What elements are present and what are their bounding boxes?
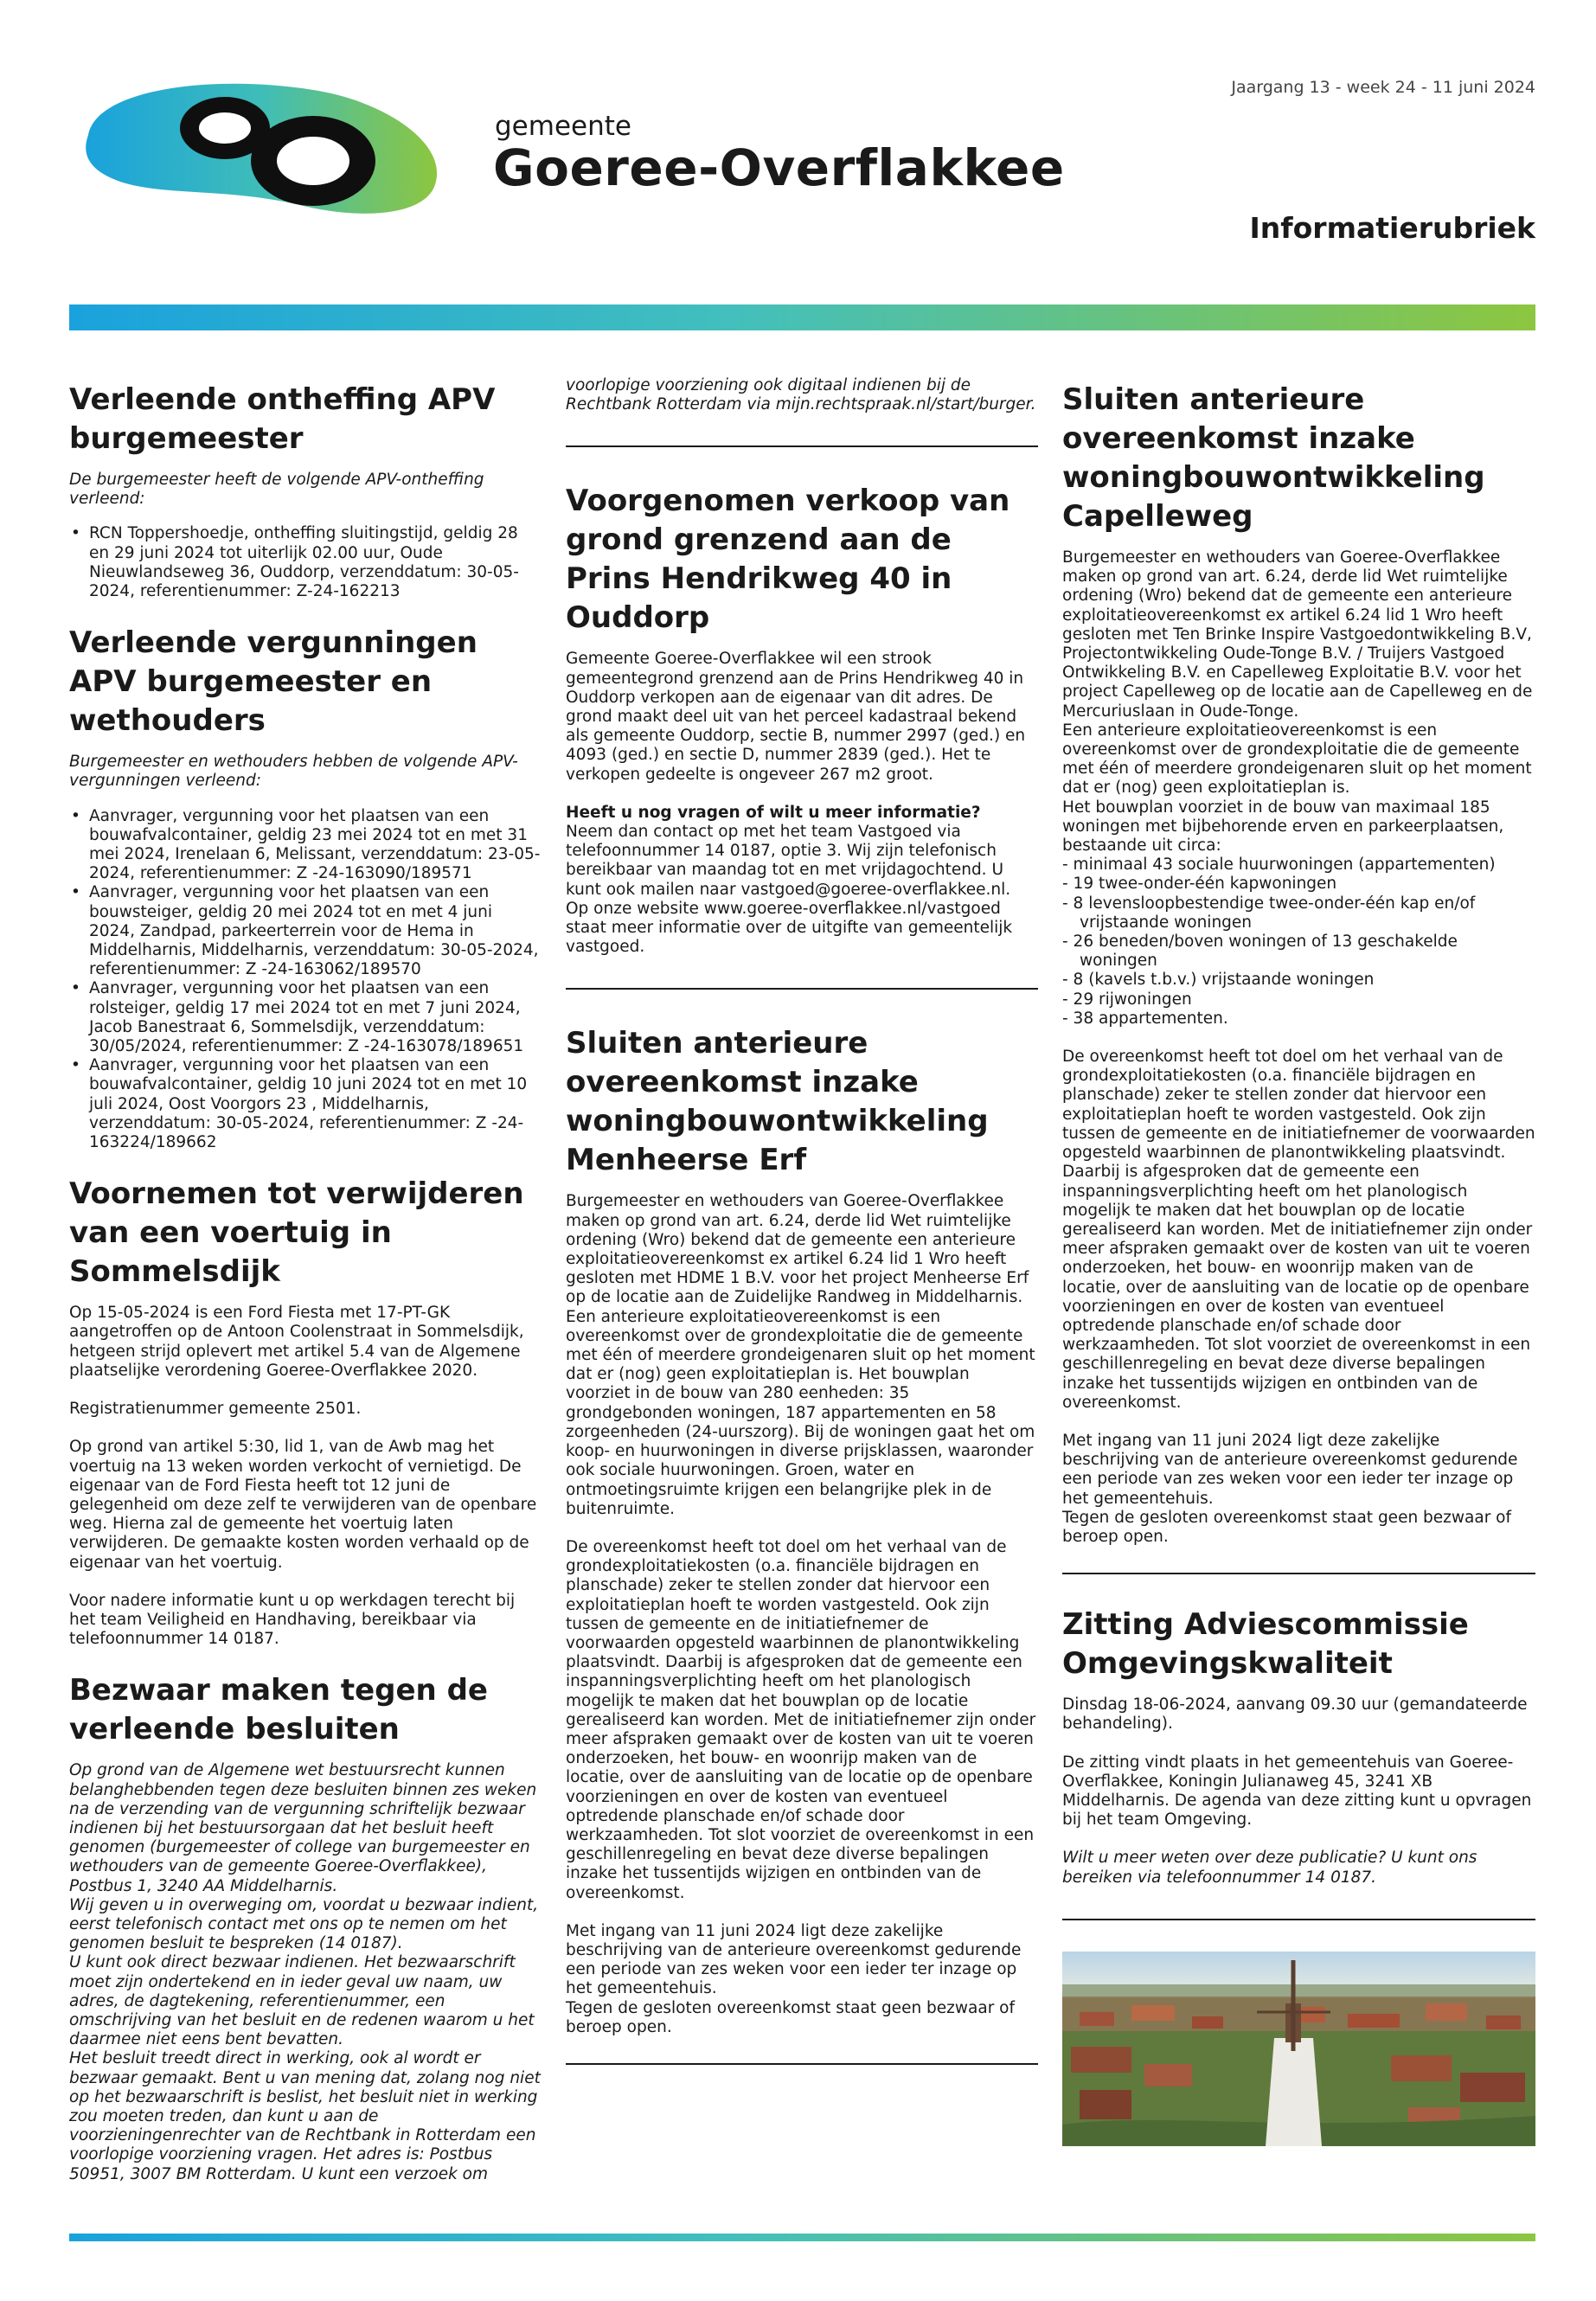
paragraph: Met ingang van 11 juni 2024 ligt deze zakelijke beschrijving van de anterieure overeenkomst gedurende een periode van zes weken voor een ieder ter inzage op het gemeentehuis. [1062, 1431, 1518, 1508]
paragraph: Op 15-05-2024 is een Ford Fiesta met 17-PT-GK aangetroffen op de Antoon Coolenstraat in Sommelsdijk, hetgeen strijd oplevert met artikel 5.4 van de Algemene plaatselijke verordening Goeree-Overflakkee 2020. [69, 1304, 524, 1380]
paragraph: Voor nadere informatie kunt u op werkdagen terecht bij het team Veiligheid en Handhaving, bereikbaar via telefoonnummer 14 0187. [69, 1591, 516, 1649]
paragraph: Wij geven u in overweging om, voordat u bezwaar indient, eerst telefonisch contact met ons op te nemen om het genomen besluit te bespreken (14 0187). [69, 1895, 539, 1953]
article-title-bezwaar: Bezwaar maken tegen de verleende besluiten [69, 1673, 488, 1747]
list-item: • Aanvrager, vergunning voor het plaatsen van een bouwafvalcontainer, geldig 10 juni 2024 tot en met 10 juli 2024, Oost Voorgors 23 , Middelharnis, verzenddatum: 30-05-2024, referentienummer: Z -24-163224/189662 [69, 1056, 541, 1152]
paragraph: Het bouwplan voorziet in de bouw van maximaal 185 woningen met bijbehorende erven en parkeerplaatsen, bestaande uit circa: [1062, 798, 1504, 856]
paragraph: Tegen de gesloten overeenkomst staat geen bezwaar of beroep open. [566, 1998, 1016, 2036]
list-item: - 38 appartementen. [1062, 1009, 1228, 1028]
section-divider [1062, 1919, 1535, 1920]
paragraph: Gemeente Goeree-Overflakkee wil een strook gemeentegrond grenzend aan de Prins Hendrikweg 40 in Ouddorp verkopen aan de eigenaar van dit adres. De grond maakt deel uit van het perceel kadastraal bekend als gemeente Ouddorp, sectie B, nummer 2997 (ged.) en 4093 (ged.) en sectie D, nummer 2839 (ged.). Het te verkopen gedeelte is ongeveer 267 m2 groot. [566, 650, 1026, 784]
section-divider [566, 988, 1038, 990]
paragraph-heading: Heeft u nog vragen of wilt u meer informatie? [566, 803, 981, 822]
column-2 [566, 376, 1038, 2065]
list-item: - minimaal 43 sociale huurwoningen (appartementen) [1062, 856, 1496, 875]
list-item: - 19 twee-onder-één kapwoningen [1062, 875, 1337, 894]
section-divider [566, 445, 1038, 447]
municipality-logo [71, 74, 452, 221]
paragraph: De zitting vindt plaats in het gemeentehuis van Goeree-Overflakkee, Koningin Julianaweg 45, 3241 XB Middelharnis. De agenda van deze zitting kunt u opvragen bij het team Omgeving. [1062, 1753, 1532, 1830]
paragraph: U kunt ook direct bezwaar indienen. Het bezwaarschrift moet zijn ondertekend en in ieder geval uw naam, uw adres, de dagtekening, referentienummer, een omschrijving van het besluit en de redenen waarom u het daarmee niet eens bent bevatten. [69, 1953, 535, 2049]
list-item: - 8 levensloopbestendige twee-onder-één kap en/of vrijstaande woningen [1062, 894, 1476, 932]
paragraph: Het besluit treedt direct in werking, ook al wordt er bezwaar gemaakt. Bent u van mening dat, zolang nog niet op het bezwaarschrift is beslist, het besluit niet in werking zou moeten treden, dan kunt u aan de voorzieningenrechter van de Rechtbank in Rotterdam een voorlopige voorziening vragen. Het adres is: Postbus 50951, 3007 BM Rotterdam. U kunt een verzoek om [69, 2049, 541, 2183]
paragraph: voorlopige voorziening ook digitaal indienen bij de Rechtbank Rotterdam via mijn.rechtspraak.nl/start/burger. [566, 376, 1036, 414]
paragraph: Een anterieure exploitatieovereenkomst is een overeenkomst over de grondexploitatie die de gemeente met één of meerdere grondeigenaren sluit op het moment dat er (nog) geen exploitatieplan is. Het bouwplan voorziet in de bouw van 280 eenheden: 35 grondgebonden woningen, 187 appartementen en 58 zorgeenheden (24-uurszorg). Bij de woningen gaat het om koop- en huurwoningen in diverse prijsklassen, waaronder ook sociale huurwoningen. Groen, water en ontmoetingsruimte krijgen een belangrijke plek in de buitenruimte. [566, 1307, 1035, 1518]
article-title-apv-vergunningen: Verleende vergunningen APV burgemeester en wethouders [69, 625, 478, 739]
paragraph: Dinsdag 18-06-2024, aanvang 09.30 uur (gemandateerde behandeling). [1062, 1695, 1528, 1734]
paragraph: Tegen de gesloten overeenkomst staat geen bezwaar of beroep open. [1062, 1508, 1512, 1546]
housing-list [1062, 856, 1535, 1029]
issue-info: Jaargang 13 - week 24 - 11 juni 2024 [1231, 78, 1535, 97]
list-item: - 26 beneden/boven woningen of 13 geschakelde woningen [1062, 933, 1458, 971]
paragraph: Met ingang van 11 juni 2024 ligt deze zakelijke beschrijving van de anterieure overeenkomst gedurende een periode van zes weken voor een ieder ter inzage op het gemeentehuis. [566, 1921, 1022, 1998]
article-title-apv-ontheffing: Verleende ontheffing APV burgemeester [69, 382, 496, 456]
paragraph: Registratienummer gemeente 2501. [69, 1400, 362, 1419]
brand-name: Goeree-Overflakkee [493, 138, 1065, 197]
article-intro: Burgemeester en wethouders hebben de volgende APV-vergunningen verleend: [69, 753, 518, 791]
list-item: • Aanvrager, vergunning voor het plaatsen van een rolsteiger, geldig 17 mei 2024 tot en met 7 juni 2024, Jacob Banestraat 6, Sommelsdijk, verzenddatum: 30/05/2024, referentienummer: Z -24-163078/189651 [69, 979, 541, 1056]
list-item: - 29 rijwoningen [1062, 990, 1192, 1009]
paragraph: Een anterieure exploitatieovereenkomst is een overeenkomst over de grondexploitatie die de gemeente met één of meerdere grondeigenaren sluit op het moment dat er (nog) geen exploitatieplan is. [1062, 721, 1532, 798]
brand-prefix: gemeente [495, 111, 631, 142]
paragraph: Burgemeester en wethouders van Goeree-Overflakkee maken op grond van art. 6.24, derde lid Wet ruimtelijke ordening (Wro) bekend dat de gemeente een anterieure exploitatieovereenkomst ex artikel 6.24 lid 1 Wro heeft gesloten met Ten Brinke Inspire Vastgoedontwikkeling B.V, Projectontwikkeling Oude-Tonge B.V. / Truijers Vastgoed Ontwikkeling B.V. en Capelleweg Exploitatie B.V. voor het project Capelleweg op de locatie aan de Capelleweg en de Mercuriuslaan in Oude-Tonge. [1062, 548, 1533, 721]
article-intro: De burgemeester heeft de volgende APV-ontheffing verleend: [69, 471, 484, 509]
paragraph: De overeenkomst heeft tot doel om het verhaal van de grondexploitatiekosten (o.a. financiële bijdragen en planschade) zeker te stellen zonder dat hiervoor een exploitatieplan hoeft te worden vastgesteld. Ook zijn tussen de gemeente en de initiatiefnemer de voorwaarden opgesteld waarbinnen de planontwikkeling plaatsvindt. Daarbij is afgesproken dat de gemeente een inspanningsverplichting heeft om het planologisch mogelijk te maken dat het bouwplan op de locatie gerealiseerd kan worden. Met de initiatiefnemer zijn onder meer afspraken gemaakt over de kosten van uit te voeren onderzoeken, het bouw- en woonrijp maken van de locatie, over de aansluiting van de locatie op de openbare voorzieningen en over de kosten van eventueel optredende planschade en/of schade door werkzaamheden. Tot slot voorziet de overeenkomst in een geschillenregeling en bevat deze diverse bepalingen inzake het tussentijds wijzigen en ontbinden van de overeenkomst. [566, 1537, 1036, 1902]
column-1 [69, 381, 541, 2184]
article-title-menheerse: Sluiten anterieure overeenkomst inzake woningbouwontwikkeling Menheerse Erf [566, 1026, 989, 1178]
list-item: - 8 (kavels t.b.v.) vrijstaande woningen [1062, 971, 1375, 990]
column-3 [1062, 381, 1535, 2146]
aerial-village-photo [1062, 1952, 1535, 2146]
list-item: • Aanvrager, vergunning voor het plaatsen van een bouwsteiger, geldig 20 mei 2024 tot en met 4 juni 2024, Zandpad, parkeerterrein voor de Hema in Middelharnis, Middelharnis, verzenddatum: 30-05-2024, referentienummer: Z -24-163062/189570 [69, 883, 541, 979]
list-item: • RCN Toppershoedje, ontheffing sluitingstijd, geldig 28 en 29 juni 2024 tot uiterlijk 02.00 uur, Oude Nieuwlandseweg 36, Ouddorp, verzenddatum: 30-05-2024, referentienummer: Z-24-162213 [69, 524, 541, 601]
footer-gradient-bar [69, 2234, 1535, 2241]
paragraph: Op grond van de Algemene wet bestuursrecht kunnen belanghebbenden tegen deze besluiten binnen zes weken na de verzending van de vergunning schriftelijk bezwaar indienen bij het bestuursorgaan dat het besluit heeft genomen (burgemeester of college van burgemeester en wethouders van de gemeente Goeree-Overflakkee), Postbus 1, 3240 AA Middelharnis. [69, 1761, 537, 1895]
section-divider [566, 2063, 1038, 2065]
paragraph: Neem dan contact op met het team Vastgoed via telefoonnummer 14 0187, optie 3. Wij zijn telefonisch bereikbaar van maandag tot en met vrijdagochtend. U kunt ook mailen naar vastgoed@goeree-overflakkee.nl. Op onze website www.goeree-overflakkee.nl/vastgoed staat meer informatie over de uitgifte van gemeentelijk vastgoed. [566, 823, 1013, 957]
section-divider [1062, 1573, 1535, 1574]
paragraph: Burgemeester en wethouders van Goeree-Overflakkee maken op grond van art. 6.24, derde lid Wet ruimtelijke ordening (Wro) bekend dat de gemeente een anterieure exploitatieovereenkomst ex artikel 6.24 lid 1 Wro heeft gesloten met HDME 1 B.V. voor het project Menheerse Erf op de locatie aan de Zuidelijke Randweg in Middelharnis. [566, 1192, 1029, 1307]
paragraph: Wilt u meer weten over deze publicatie? U kunt ons bereiken via telefoonnummer 14 0187. [1062, 1849, 1477, 1887]
section-label: Informatierubriek [1249, 211, 1535, 245]
paragraph: Op grond van artikel 5:30, lid 1, van de Awb mag het voertuig na 13 weken worden verkocht of vernietigd. De eigenaar van de Ford Fiesta heeft tot 12 juni de gelegenheid om deze zelf te verwijderen van de openbare weg. Hierna zal de gemeente het voertuig laten verwijderen. De gemaakte kosten worden verhaald op de eigenaar van het voertuig. [69, 1438, 537, 1572]
list-item: • Aanvrager, vergunning voor het plaatsen van een bouwafvalcontainer, geldig 23 mei 2024 tot en met 31 mei 2024, Irenelaan 6, Melissant, verzenddatum: 23-05-2024, referentienummer: Z -24-163090/189571 [69, 807, 541, 884]
paragraph: De overeenkomst heeft tot doel om het verhaal van de grondexploitatiekosten (o.a. financiële bijdragen en planschade) zeker te stellen zonder dat hiervoor een exploitatieplan hoeft te worden vastgesteld. Ook zijn tussen de gemeente en de initiatiefnemer de voorwaarden opgesteld waarbinnen de planontwikkeling plaatsvindt. Daarbij is afgesproken dat de gemeente een inspanningsverplichting heeft om het planologisch mogelijk te maken dat het bouwplan op de locatie gerealiseerd kan worden. Met de initiatiefnemer zijn onder meer afspraken gemaakt over de kosten van uit te voeren onderzoeken, het bouw- en woonrijp maken van de locatie, over de aansluiting van de locatie op de openbare voorzieningen en over de kosten van eventueel optredende planschade en/of schade door werkzaamheden. Tot slot voorziet de overeenkomst in een geschillenregeling en bevat deze diverse bepalingen inzake het tussentijds wijzigen en ontbinden van de overeenkomst. [1062, 1048, 1535, 1412]
header-gradient-bar [69, 304, 1535, 330]
permit-list [69, 807, 541, 1153]
article-title-voertuig: Voornemen tot verwijderen van een voertuig in Sommelsdijk [69, 1176, 524, 1290]
article-title-zitting: Zitting Adviescommissie Omgevingskwaliteit [1062, 1607, 1469, 1682]
article-title-verkoop: Voorgenomen verkoop van grond grenzend aan de Prins Hendrikweg 40 in Ouddorp [566, 484, 1010, 636]
permit-list [69, 524, 541, 601]
article-title-capelleweg: Sluiten anterieure overeenkomst inzake woningbouwontwikkeling Capelleweg [1062, 382, 1485, 534]
